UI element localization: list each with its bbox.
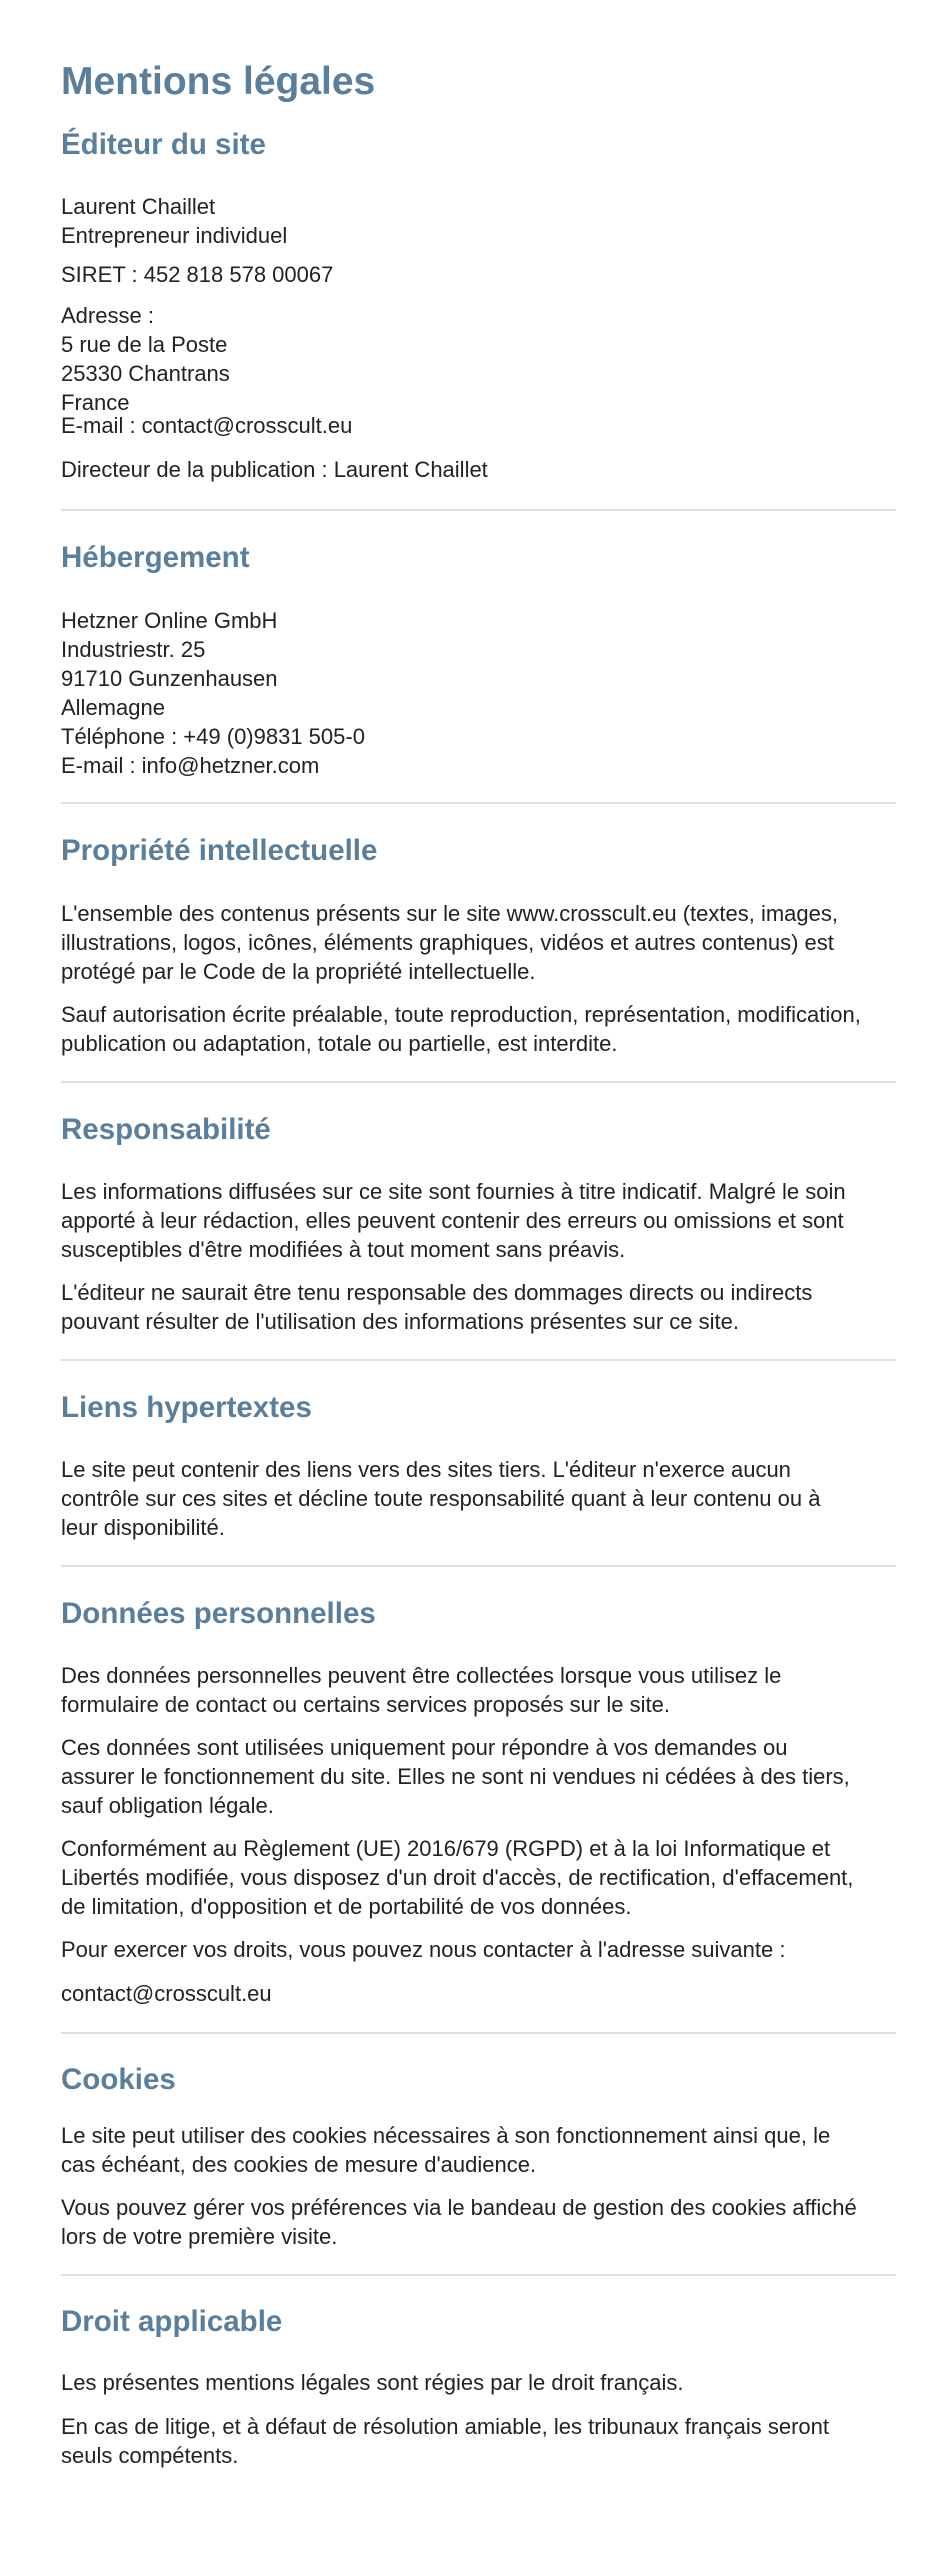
text-line: formulaire de contact ou certains services proposés sur le site. xyxy=(61,1692,670,1717)
section-divider xyxy=(61,802,896,804)
host-name: Hetzner Online GmbH xyxy=(61,608,278,633)
section-heading-editeur: Éditeur du site xyxy=(61,128,266,161)
droit-paragraph-2 xyxy=(61,2412,891,2470)
editeur-status-line: Entrepreneur individuel xyxy=(61,223,288,248)
address-country: France xyxy=(61,390,130,415)
text-line: publication ou adaptation, totale ou partielle, est interdite. xyxy=(61,1031,618,1056)
text-line: L'éditeur ne saurait être tenu responsable des dommages directs ou indirects xyxy=(61,1280,813,1305)
section-heading-cookies: Cookies xyxy=(61,2063,176,2096)
text-line: Ces données sont utilisées uniquement pour répondre à vos demandes ou xyxy=(61,1735,788,1760)
section-divider xyxy=(61,1565,896,1567)
editeur-director: Directeur de la publication : Laurent Chaillet xyxy=(61,457,488,482)
cookies-paragraph-2 xyxy=(61,2193,891,2251)
address-city: 25330 Chantrans xyxy=(61,361,230,386)
section-divider xyxy=(61,1359,896,1361)
propriete-paragraph-2 xyxy=(61,1000,891,1058)
text-line: protégé par le Code de la propriété intellectuelle. xyxy=(61,959,536,984)
hebergement-contact xyxy=(61,722,891,780)
text-line: apporté à leur rédaction, elles peuvent contenir des erreurs ou omissions et sont xyxy=(61,1208,844,1233)
section-divider xyxy=(61,2032,896,2034)
donnees-paragraph-3 xyxy=(61,1834,891,1921)
text-line: assurer le fonctionnement du site. Elles ne sont ni vendues ni cédées à des tiers, xyxy=(61,1764,850,1789)
address-label: Adresse : xyxy=(61,303,154,328)
section-divider xyxy=(61,2274,896,2276)
text-line: L'ensemble des contenus présents sur le site www.crosscult.eu (textes, images, xyxy=(61,901,839,926)
section-divider xyxy=(61,1081,896,1083)
section-heading-responsabilite: Responsabilité xyxy=(61,1113,271,1146)
donnees-contact-email: contact@crosscult.eu xyxy=(61,1981,272,2006)
droit-paragraph-1: Les présentes mentions légales sont régies par le droit français. xyxy=(61,2370,684,2395)
editeur-name xyxy=(61,192,891,250)
section-heading-liens: Liens hypertextes xyxy=(61,1391,312,1424)
section-heading-hebergement: Hébergement xyxy=(61,541,250,574)
section-divider xyxy=(61,509,896,511)
hebergement-address xyxy=(61,606,891,722)
text-line: Conformément au Règlement (UE) 2016/679 (RGPD) et à la loi Informatique et xyxy=(61,1836,831,1861)
editeur-siret: SIRET : 452 818 578 00067 xyxy=(61,262,334,287)
text-line: pouvant résulter de l'utilisation des informations présentes sur ce site. xyxy=(61,1309,739,1334)
host-country: Allemagne xyxy=(61,695,165,720)
text-line: Les informations diffusées sur ce site sont fournies à titre indicatif. Malgré le soin xyxy=(61,1179,846,1204)
text-line: Sauf autorisation écrite préalable, toute reproduction, représentation, modification, xyxy=(61,1002,861,1027)
responsabilite-paragraph-2 xyxy=(61,1278,891,1336)
text-line: seuls compétents. xyxy=(61,2443,239,2468)
text-line: Le site peut contenir des liens vers des sites tiers. L'éditeur n'exerce aucun xyxy=(61,1457,791,1482)
text-line: Vous pouvez gérer vos préférences via le bandeau de gestion des cookies affiché xyxy=(61,2195,857,2220)
host-phone: Téléphone : +49 (0)9831 505-0 xyxy=(61,724,365,749)
text-line: illustrations, logos, icônes, éléments graphiques, vidéos et autres contenus) est xyxy=(61,930,834,955)
host-email: E-mail : info@hetzner.com xyxy=(61,753,320,778)
text-line: cas échéant, des cookies de mesure d'audience. xyxy=(61,2152,537,2177)
text-line: En cas de litige, et à défaut de résolution amiable, les tribunaux français seront xyxy=(61,2414,830,2439)
text-line: Libertés modifiée, vous disposez d'un droit d'accès, de rectification, d'effacement, xyxy=(61,1865,854,1890)
editeur-name-line: Laurent Chaillet xyxy=(61,194,216,219)
section-heading-droit: Droit applicable xyxy=(61,2305,283,2338)
host-city: 91710 Gunzenhausen xyxy=(61,666,278,691)
text-line: sauf obligation légale. xyxy=(61,1793,274,1818)
text-line: susceptibles d'être modifiées à tout moment sans préavis. xyxy=(61,1237,626,1262)
text-line: Des données personnelles peuvent être collectées lorsque vous utilisez le xyxy=(61,1663,782,1688)
text-line: de limitation, d'opposition et de portabilité de vos données. xyxy=(61,1894,632,1919)
host-street: Industriestr. 25 xyxy=(61,637,206,662)
page-title: Mentions légales xyxy=(61,60,376,103)
cookies-paragraph-1 xyxy=(61,2121,891,2179)
propriete-paragraph-1 xyxy=(61,899,891,986)
donnees-paragraph-1 xyxy=(61,1661,891,1719)
address-street: 5 rue de la Poste xyxy=(61,332,228,357)
liens-paragraph-1 xyxy=(61,1455,891,1542)
section-heading-donnees: Données personnelles xyxy=(61,1597,376,1630)
section-heading-propriete: Propriété intellectuelle xyxy=(61,834,378,867)
text-line: Le site peut utiliser des cookies nécessaires à son fonctionnement ainsi que, le xyxy=(61,2123,831,2148)
donnees-paragraph-4: Pour exercer vos droits, vous pouvez nous contacter à l'adresse suivante : xyxy=(61,1937,786,1962)
editeur-email: E-mail : contact@crosscult.eu xyxy=(61,413,353,438)
text-line: contrôle sur ces sites et décline toute responsabilité quant à leur contenu ou à xyxy=(61,1486,821,1511)
text-line: lors de votre première visite. xyxy=(61,2224,338,2249)
text-line: leur disponibilité. xyxy=(61,1515,225,1540)
responsabilite-paragraph-1 xyxy=(61,1177,891,1264)
donnees-paragraph-2 xyxy=(61,1733,891,1820)
editeur-address xyxy=(61,301,891,417)
